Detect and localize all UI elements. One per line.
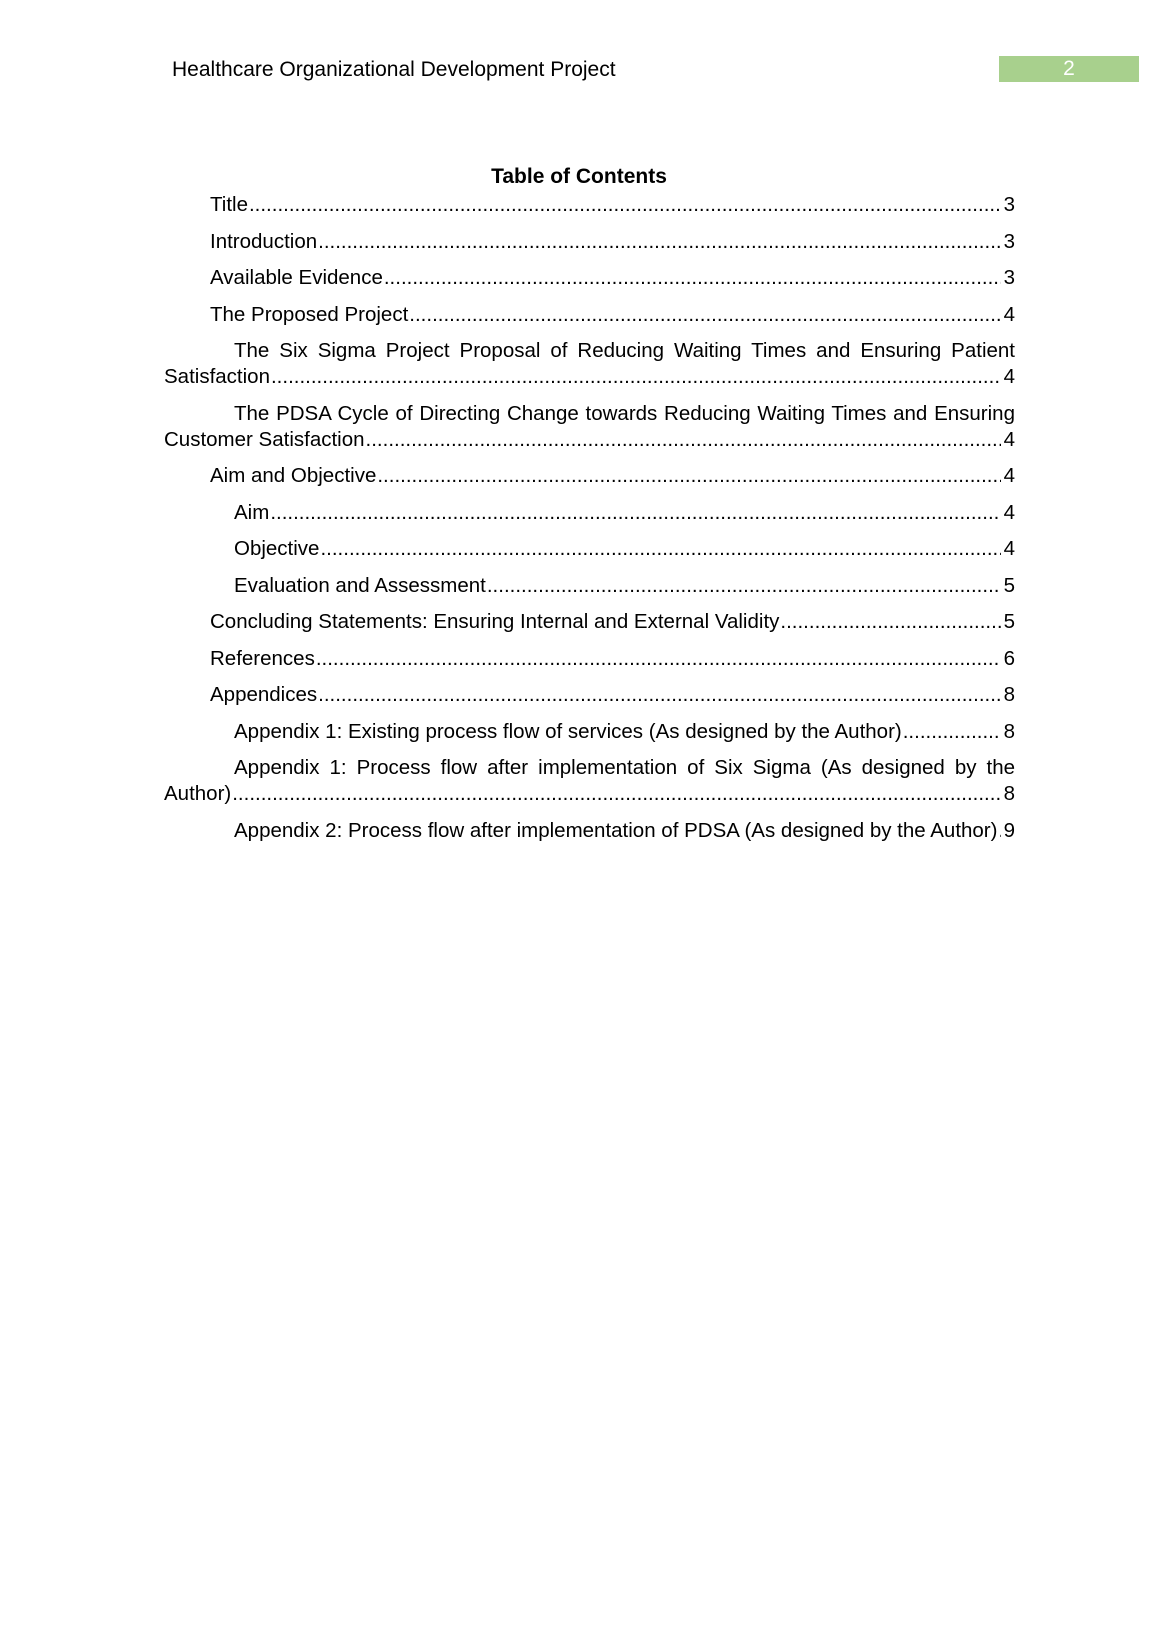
toc-entry-title: Aim and Objective ..... <box>210 464 376 487</box>
toc-entry-page: 6 <box>1001 646 1015 672</box>
toc-entry-page: 8 <box>1001 719 1015 745</box>
toc-entry-title: The Proposed Project ..... <box>210 303 408 326</box>
toc-entry-page: 3 <box>1001 265 1015 291</box>
toc-entry-page: 4 <box>1001 536 1015 562</box>
toc-entry[interactable] <box>164 229 1015 255</box>
toc-entry-title: Appendix 2: Process flow after implementation of PDSA (As designed by the Author) ..... <box>234 819 997 842</box>
toc-entry[interactable] <box>164 573 1015 599</box>
running-header-title: Healthcare Organizational Development Project <box>172 58 616 81</box>
toc-heading: Table of Contents <box>491 165 667 188</box>
page-number-badge: 2 <box>999 56 1139 82</box>
toc-entry[interactable] <box>164 536 1015 562</box>
toc-entry[interactable] <box>164 302 1015 328</box>
toc-entry-title: The PDSA Cycle of Directing Change towards Reducing Waiting Times and Ensuring Customer Satisfaction ..... <box>164 402 1015 451</box>
toc-entry-page: 9 <box>1001 818 1015 844</box>
toc-entry-page: 4 <box>1001 500 1015 526</box>
toc-entry-page: 4 <box>1001 463 1015 489</box>
toc-entry-title: The Six Sigma Project Proposal of Reducing Waiting Times and Ensuring Patient Satisfaction ..... <box>164 339 1015 388</box>
toc-entry-title: Concluding Statements: Ensuring Internal and External Validity ..... <box>210 610 779 633</box>
toc-entry-title: Appendices ..... <box>210 683 317 706</box>
toc-entry-title: Introduction ..... <box>210 230 317 253</box>
toc-entry[interactable] <box>164 338 1015 390</box>
toc-entry[interactable] <box>164 401 1015 453</box>
toc-entry-title: Objective ..... <box>234 537 319 560</box>
toc-entry-page: 8 <box>1001 682 1015 708</box>
toc-entry[interactable] <box>164 719 1015 745</box>
toc-entry[interactable] <box>164 265 1015 291</box>
toc-entry[interactable] <box>164 463 1015 489</box>
toc-entry-title: Evaluation and Assessment ..... <box>234 574 486 597</box>
toc-entry-page: 4 <box>1001 364 1015 390</box>
toc-entry-page: 3 <box>1001 192 1015 218</box>
toc-entry-page: 4 <box>1001 427 1015 453</box>
toc-entry-page: 5 <box>1001 573 1015 599</box>
toc-entry-title: Available Evidence ..... <box>210 266 383 289</box>
toc-entry-title: Appendix 1: Process flow after implementation of Six Sigma (As designed by the Author) ..... <box>164 756 1015 805</box>
toc-entry[interactable] <box>164 646 1015 672</box>
toc-entry-page: 5 <box>1001 609 1015 635</box>
toc-entry-title: References ..... <box>210 647 315 670</box>
toc-entry[interactable] <box>164 609 1015 635</box>
toc-entry-page: 3 <box>1001 229 1015 255</box>
toc-entry-page: 8 <box>1001 781 1015 807</box>
toc-entry[interactable] <box>164 755 1015 807</box>
toc-entry-title: Aim ..... <box>234 501 269 524</box>
toc-entry[interactable] <box>164 818 1015 844</box>
toc-entry[interactable] <box>164 192 1015 218</box>
toc-entry-title: Title ..... <box>210 193 248 216</box>
toc-entry-title: Appendix 1: Existing process flow of services (As designed by the Author) ..... <box>234 720 902 743</box>
toc-entry[interactable] <box>164 682 1015 708</box>
toc-entry[interactable] <box>164 500 1015 526</box>
table-of-contents <box>164 192 1015 854</box>
toc-entry-page: 4 <box>1001 302 1015 328</box>
